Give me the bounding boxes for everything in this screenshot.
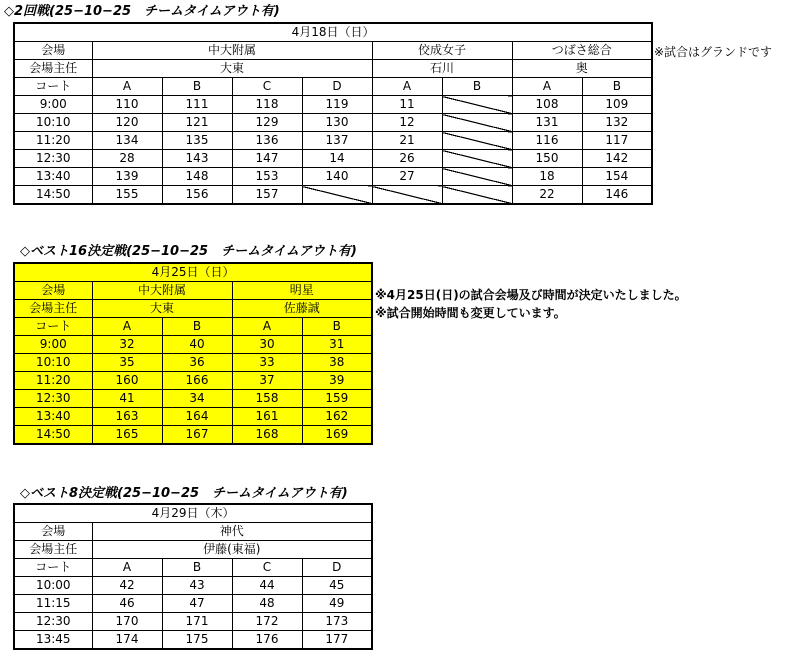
match-cell: 30 — [232, 336, 302, 354]
manager-label: 会場主任 — [14, 300, 92, 318]
table-row — [14, 426, 372, 445]
time-cell: 14:50 — [14, 426, 92, 445]
match-cell: 120 — [92, 114, 162, 132]
match-cell: 168 — [232, 426, 302, 445]
match-cell: 137 — [302, 132, 372, 150]
match-cell: 39 — [302, 372, 372, 390]
match-cell: 169 — [302, 426, 372, 445]
table-row — [14, 408, 372, 426]
empty-slash-cell — [302, 186, 372, 205]
court-header: A — [372, 78, 442, 96]
match-cell: 31 — [302, 336, 372, 354]
schedule-table-best8 — [13, 503, 373, 650]
match-cell: 170 — [92, 613, 162, 631]
match-cell: 36 — [162, 354, 232, 372]
match-cell: 26 — [372, 150, 442, 168]
table-row — [14, 132, 652, 150]
schedule-table-round2 — [13, 22, 653, 205]
match-cell: 12 — [372, 114, 442, 132]
court-header: C — [232, 78, 302, 96]
match-cell: 148 — [162, 168, 232, 186]
venue-label: 会場 — [14, 282, 92, 300]
table-row — [14, 577, 372, 595]
match-cell: 46 — [92, 595, 162, 613]
match-cell: 174 — [92, 631, 162, 650]
court-label: コート — [14, 78, 92, 96]
match-cell: 40 — [162, 336, 232, 354]
match-cell: 14 — [302, 150, 372, 168]
time-cell: 11:20 — [14, 372, 92, 390]
venue-manager: 奥 — [512, 60, 652, 78]
match-cell: 147 — [232, 150, 302, 168]
court-header: B — [162, 78, 232, 96]
time-cell: 11:20 — [14, 132, 92, 150]
empty-slash-cell — [442, 186, 512, 205]
time-cell: 12:30 — [14, 150, 92, 168]
table-row — [14, 186, 652, 205]
match-cell: 155 — [92, 186, 162, 205]
match-cell: 109 — [582, 96, 652, 114]
table-row — [14, 631, 372, 650]
table-row — [14, 354, 372, 372]
match-cell: 47 — [162, 595, 232, 613]
time-cell: 11:15 — [14, 595, 92, 613]
match-cell: 34 — [162, 390, 232, 408]
match-cell: 28 — [92, 150, 162, 168]
time-cell: 9:00 — [14, 336, 92, 354]
venue-name: 中大附属 — [92, 42, 372, 60]
match-cell: 118 — [232, 96, 302, 114]
table-row — [14, 613, 372, 631]
venue-label: 会場 — [14, 523, 92, 541]
venue-name: 明星 — [232, 282, 372, 300]
time-cell: 13:40 — [14, 408, 92, 426]
match-cell: 150 — [512, 150, 582, 168]
match-cell: 130 — [302, 114, 372, 132]
date-header: 4月18日（日） — [14, 23, 652, 42]
match-cell: 110 — [92, 96, 162, 114]
table-row — [14, 150, 652, 168]
ground-note: ※試合はグランドです — [654, 45, 773, 59]
table-row — [14, 168, 652, 186]
match-cell: 18 — [512, 168, 582, 186]
time-cell: 14:50 — [14, 186, 92, 205]
time-cell: 9:00 — [14, 96, 92, 114]
match-cell: 175 — [162, 631, 232, 650]
match-cell: 121 — [162, 114, 232, 132]
match-cell: 37 — [232, 372, 302, 390]
venue-name: 中大附属 — [92, 282, 232, 300]
match-cell: 157 — [232, 186, 302, 205]
venue-name: つばさ総合 — [512, 42, 652, 60]
match-cell: 176 — [232, 631, 302, 650]
court-header: D — [302, 559, 372, 577]
court-header: B — [442, 78, 512, 96]
venue-manager: 大東 — [92, 300, 232, 318]
match-cell: 38 — [302, 354, 372, 372]
time-cell: 10:10 — [14, 114, 92, 132]
court-header: A — [92, 318, 162, 336]
section3-title: ◇ベスト8決定戦(25−10−25 チームタイムアウト有) — [20, 486, 348, 501]
venue-name: 神代 — [92, 523, 372, 541]
match-cell: 44 — [232, 577, 302, 595]
time-cell: 12:30 — [14, 613, 92, 631]
date-header: 4月25日（日） — [14, 263, 372, 282]
match-cell: 108 — [512, 96, 582, 114]
match-cell: 35 — [92, 354, 162, 372]
time-cell: 13:40 — [14, 168, 92, 186]
time-cell: 10:00 — [14, 577, 92, 595]
match-cell: 27 — [372, 168, 442, 186]
match-cell: 164 — [162, 408, 232, 426]
match-cell: 119 — [302, 96, 372, 114]
court-label: コート — [14, 559, 92, 577]
match-cell: 161 — [232, 408, 302, 426]
table-row — [14, 114, 652, 132]
court-header: B — [302, 318, 372, 336]
court-header: B — [582, 78, 652, 96]
match-cell: 140 — [302, 168, 372, 186]
match-cell: 146 — [582, 186, 652, 205]
empty-slash-cell — [442, 150, 512, 168]
match-cell: 129 — [232, 114, 302, 132]
match-cell: 11 — [372, 96, 442, 114]
match-cell: 166 — [162, 372, 232, 390]
table-row — [14, 336, 372, 354]
court-header: B — [162, 559, 232, 577]
court-header: D — [302, 78, 372, 96]
court-header: A — [92, 559, 162, 577]
match-cell: 49 — [302, 595, 372, 613]
date-header: 4月29日（木） — [14, 504, 372, 523]
section2-title: ◇ベスト16決定戦(25−10−25 チームタイムアウト有) — [20, 244, 357, 259]
schedule-table-best16 — [13, 262, 373, 445]
match-cell: 117 — [582, 132, 652, 150]
match-cell: 143 — [162, 150, 232, 168]
match-cell: 111 — [162, 96, 232, 114]
match-cell: 165 — [92, 426, 162, 445]
schedule-decided-note: ※4月25日(日)の試合会場及び時間が決定いたしました。 — [375, 288, 687, 302]
match-cell: 43 — [162, 577, 232, 595]
match-cell: 159 — [302, 390, 372, 408]
match-cell: 154 — [582, 168, 652, 186]
venue-manager: 伊藤(東福) — [92, 541, 372, 559]
court-header: B — [162, 318, 232, 336]
manager-label: 会場主任 — [14, 541, 92, 559]
match-cell: 172 — [232, 613, 302, 631]
time-cell: 12:30 — [14, 390, 92, 408]
venue-manager: 石川 — [372, 60, 512, 78]
time-cell: 10:10 — [14, 354, 92, 372]
match-cell: 33 — [232, 354, 302, 372]
match-cell: 171 — [162, 613, 232, 631]
time-cell: 13:45 — [14, 631, 92, 650]
match-cell: 167 — [162, 426, 232, 445]
empty-slash-cell — [442, 132, 512, 150]
table-row — [14, 595, 372, 613]
section1-title: ◇2回戦(25−10−25 チームタイムアウト有) — [4, 4, 280, 19]
match-cell: 163 — [92, 408, 162, 426]
match-cell: 142 — [582, 150, 652, 168]
match-cell: 139 — [92, 168, 162, 186]
venue-name: 佼成女子 — [372, 42, 512, 60]
match-cell: 136 — [232, 132, 302, 150]
table-row — [14, 390, 372, 408]
court-header: A — [232, 318, 302, 336]
match-cell: 116 — [512, 132, 582, 150]
empty-slash-cell — [442, 96, 512, 114]
match-cell: 177 — [302, 631, 372, 650]
match-cell: 41 — [92, 390, 162, 408]
court-header: A — [92, 78, 162, 96]
venue-manager: 佐藤誠 — [232, 300, 372, 318]
table-row — [14, 372, 372, 390]
match-cell: 22 — [512, 186, 582, 205]
match-cell: 153 — [232, 168, 302, 186]
time-changed-note: ※試合開始時間も変更しています。 — [375, 306, 566, 320]
court-header: A — [512, 78, 582, 96]
match-cell: 134 — [92, 132, 162, 150]
match-cell: 135 — [162, 132, 232, 150]
empty-slash-cell — [442, 168, 512, 186]
empty-slash-cell — [442, 114, 512, 132]
match-cell: 173 — [302, 613, 372, 631]
empty-slash-cell — [372, 186, 442, 205]
match-cell: 162 — [302, 408, 372, 426]
match-cell: 32 — [92, 336, 162, 354]
match-cell: 132 — [582, 114, 652, 132]
match-cell: 21 — [372, 132, 442, 150]
match-cell: 160 — [92, 372, 162, 390]
court-header: C — [232, 559, 302, 577]
manager-label: 会場主任 — [14, 60, 92, 78]
match-cell: 156 — [162, 186, 232, 205]
venue-label: 会場 — [14, 42, 92, 60]
match-cell: 158 — [232, 390, 302, 408]
match-cell: 45 — [302, 577, 372, 595]
match-cell: 42 — [92, 577, 162, 595]
table-row — [14, 96, 652, 114]
match-cell: 48 — [232, 595, 302, 613]
venue-manager: 大東 — [92, 60, 372, 78]
match-cell: 131 — [512, 114, 582, 132]
court-label: コート — [14, 318, 92, 336]
